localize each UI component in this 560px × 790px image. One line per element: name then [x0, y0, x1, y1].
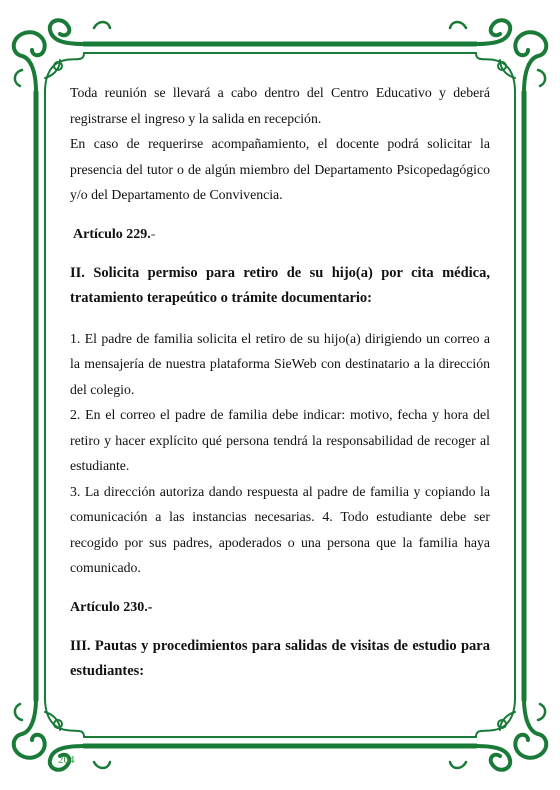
list-item-3-4: 3. La dirección autoriza dando respuesta al padre de familia y copiando la comunicación a las instancias necesarias. 4. Todo estudiante debe ser recogido por sus padres, apoderados o una persona que la familia haya comunicado.	[70, 483, 490, 575]
section-iii-heading: III. Pautas y procedimientos para salidas de visitas de estudio para estudiantes:	[70, 637, 490, 679]
article-230-heading: Artículo 230.-	[70, 599, 153, 615]
article-229-label: Artículo 229.	[73, 226, 151, 242]
list-item-1: 1. El padre de familia solicita el retiro de su hijo(a) dirigiendo un correo a la mensajería de nuestra plataforma SieWeb con destinatario a la dirección del colegio.	[70, 330, 490, 397]
list-item-2: 2. En el correo el padre de familia debe indicar: motivo, fecha y hora del retiro y hacer explícito qué persona tendrá la responsabilidad de recoger al estudiante.	[70, 407, 490, 473]
paragraph-meeting-rules: Toda reunión se llevará a cabo dentro del Centro Educativo y deberá registrarse el ingreso y la salida en recepción.	[70, 85, 490, 126]
document-body	[70, 80, 490, 685]
paragraph-accompaniment: En caso de requerirse acompañamiento, el docente podrá solicitar la presencia del tutor o de algún miembro del Departamento Psicopedagógico y/o del Departamento de Convivencia.	[70, 136, 490, 202]
article-229-suffix: -	[150, 226, 156, 242]
article-229-heading	[70, 222, 490, 247]
section-ii-heading: II. Solicita permiso para retiro de su hijo(a) por cita médica, tratamiento terapeútico o trámite documentario:	[70, 264, 490, 306]
corner-flourish-icon-bottom-right	[450, 698, 546, 770]
page-number: 204	[58, 754, 75, 766]
